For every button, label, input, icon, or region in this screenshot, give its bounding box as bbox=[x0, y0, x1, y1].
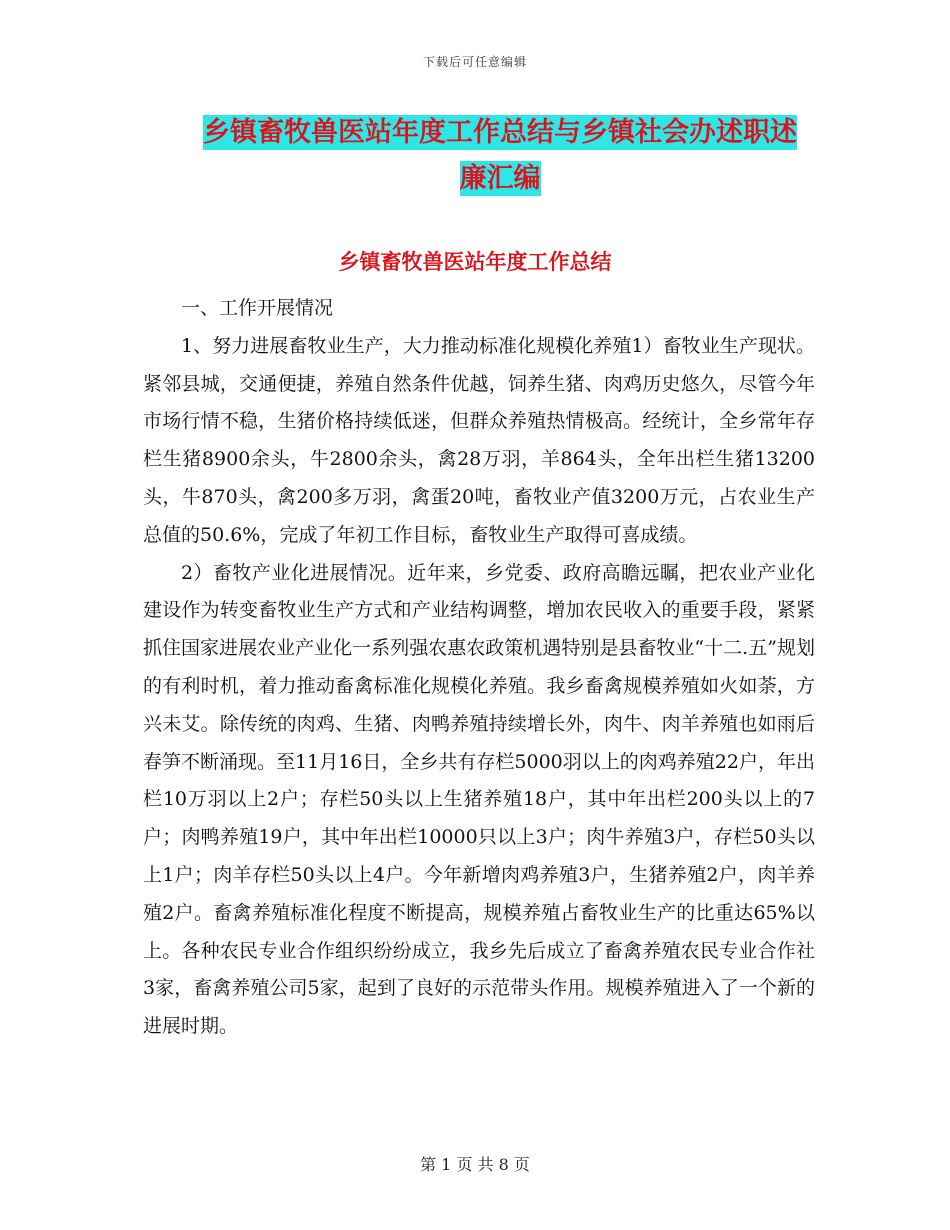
paragraph-1: 1、努力进展畜牧业生产，大力推动标准化规模化养殖1）畜牧业生产现状。紧邻县城，交通便捷，养殖自然条件优越，饲养生猪、肉鸡历史悠久，尽管今年市场行情不稳，生猪价格持续低迷，但群众养殖热情极高。经统计，全乡常年存栏生猪8900余头，牛2800余头，禽28万羽，羊864头，全年出栏生猪13200头，牛870头，禽200多万羽，禽蛋20吨，畜牧业产值3200万元，占农业生产总值的50.6%，完成了年初工作目标，畜牧业生产取得可喜成绩。 bbox=[143, 334, 815, 546]
document-body bbox=[143, 290, 815, 1046]
section-title: 乡镇畜牧兽医站年度工作总结 bbox=[338, 250, 612, 274]
document-title bbox=[190, 110, 810, 202]
header-note: 下载后可任意编辑 bbox=[422, 55, 527, 69]
page-footer: 第 1 页 共 8 页 bbox=[420, 1155, 530, 1174]
paragraph-2: 2）畜牧产业化进展情况。近年来，乡党委、政府高瞻远瞩，把农业产业化建设作为转变畜牧业生产方式和产业结构调整，增加农民收入的重要手段，紧紧抓住国家进展农业产业化一系列强农惠农政策机遇特别是县畜牧业“十二.五”规划的有利时机，着力推动畜禽标准化规模化养殖。我乡畜禽规模养殖如火如荼，方兴未艾。除传统的肉鸡、生猪、肉鸭养殖持续增长外，肉牛、肉羊养殖也如雨后春笋不断涌现。至11月16日，全乡共有存栏5000羽以上的肉鸡养殖22户，年出栏10万羽以上2户；存栏50头以上生猪养殖18户，其中年出栏200头以上的7户；肉鸭养殖19户，其中年出栏10000只以上3户；肉牛养殖3户，存栏50头以上1户；肉羊存栏50头以上4户。今年新增肉鸡养殖3户，生猪养殖2户，肉羊养殖2户。畜禽养殖标准化程度不断提高，规模养殖占畜牧业生产的比重达65%以上。各种农民专业合作组织纷纷成立，我乡先后成立了畜禽养殖农民专业合作社3家，畜禽养殖公司5家，起到了良好的示范带头作用。规模养殖进入了一个新的进展时期。 bbox=[143, 561, 815, 1038]
section-heading: 一、工作开展情况 bbox=[181, 297, 334, 319]
document-title-text: 乡镇畜牧兽医站年度工作总结与乡镇社会办述职述廉汇编 bbox=[203, 117, 797, 194]
